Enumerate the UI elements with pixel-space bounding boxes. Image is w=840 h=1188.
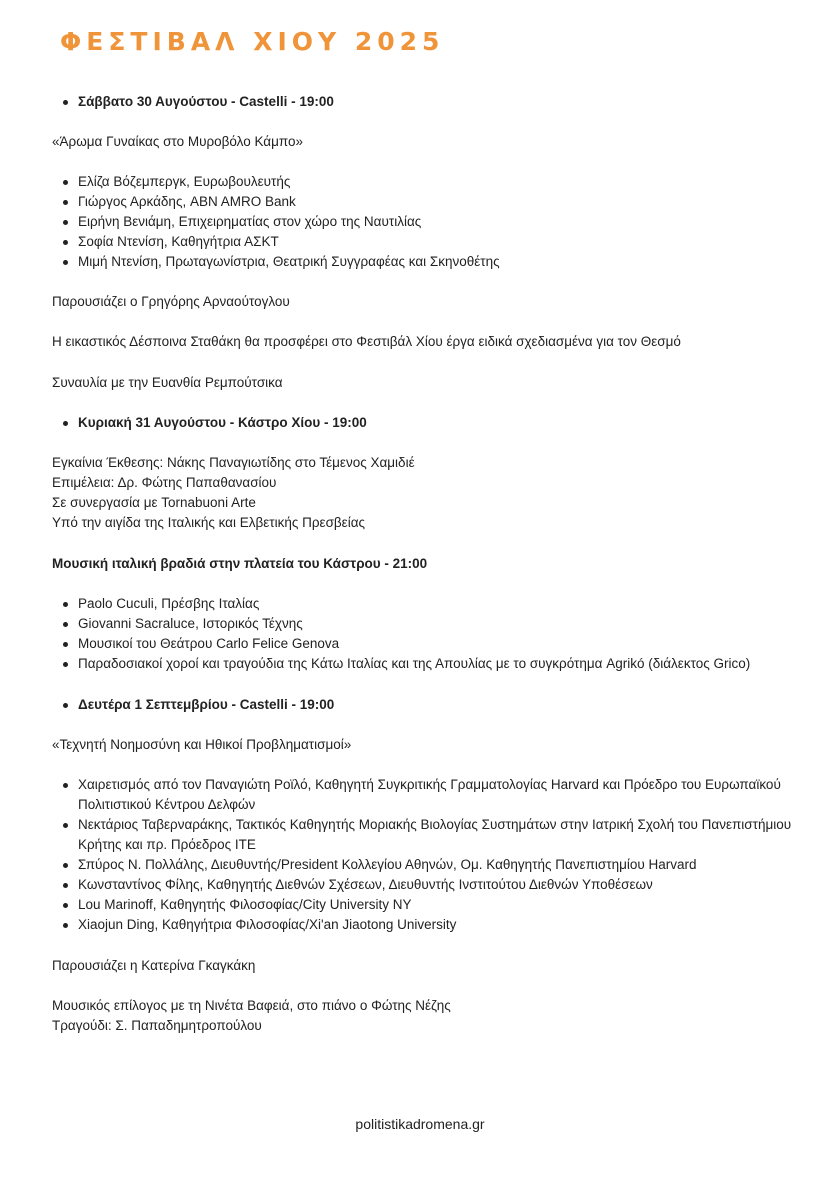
list-item: Giovanni Sacraluce, Ιστορικός Τέχνης [78, 614, 840, 634]
page-title: ΦΕΣΤΙΒΑΛ ΧΙΟΥ 2025 [60, 27, 445, 56]
day1-heading-list [52, 92, 840, 112]
list-item: Γιώργος Αρκάδης, ABN AMRO Bank [78, 192, 840, 212]
day1-speakers-list [52, 172, 840, 272]
day3-speakers-list [52, 775, 798, 935]
day1-presenter: Παρουσιάζει ο Γρηγόρης Αρναούτογλου [52, 294, 290, 309]
list-item: Σοφία Ντενίση, Καθηγήτρια ΑΣΚΤ [78, 232, 840, 252]
day1-event-title: «Άρωμα Γυναίκας στο Μυροβόλο Κάμπο» [52, 134, 304, 149]
day3-event-title: «Τεχνητή Νοημοσύνη και Ηθικοί Προβληματισμοί» [52, 737, 352, 752]
day2-heading-list [52, 413, 840, 433]
day1-concert: Συναυλία με την Ευανθία Ρεμπούτσικα [52, 375, 283, 390]
day3-presenter: Παρουσιάζει η Κατερίνα Γκαγκάκη [52, 958, 256, 973]
day1-artist: Η εικαστικός Δέσποινα Σταθάκη θα προσφέρει στο Φεστιβάλ Χίου έργα ειδικά σχεδιασμένα για τον Θεσμό [52, 334, 681, 349]
list-item: Paolo Cuculi, Πρέσβης Ιταλίας [78, 594, 840, 614]
list-item: Ελίζα Βόζεμπεργκ, Ευρωβουλευτής [78, 172, 840, 192]
list-item: Παραδοσιακοί χοροί και τραγούδια της Κάτω Ιταλίας και της Απουλίας με το συγκρότημα Agrikó (διάλεκτος Grico) [78, 654, 840, 674]
list-item: Σπύρος Ν. Πολλάλης, Διευθυντής/President Κολλεγίου Αθηνών, Ομ. Καθηγητής Πανεπιστημίου Harvard [78, 855, 798, 875]
day2-heading: Κυριακή 31 Αυγούστου - Κάστρο Χίου - 19:00 [78, 413, 840, 433]
list-item: Μουσικοί του Θεάτρου Carlo Felice Genova [78, 634, 840, 654]
day2-evening-list [52, 594, 840, 674]
day2-evening-heading: Μουσική ιταλική βραδιά στην πλατεία του Κάστρου - 21:00 [52, 556, 428, 571]
list-item: Κωνσταντίνος Φίλης, Καθηγητής Διεθνών Σχέσεων, Διευθυντής Ινστιτούτου Διεθνών Υποθέσεων [78, 875, 798, 895]
list-item: Μιμή Ντενίση, Πρωταγωνίστρια, Θεατρική Συγγραφέας και Σκηνοθέτης [78, 252, 840, 272]
day2-exhibition [52, 453, 822, 533]
day3-epilogue [52, 996, 822, 1036]
day1-heading: Σάββατο 30 Αυγούστου - Castelli - 19:00 [78, 92, 840, 112]
list-item: Lou Marinoff, Καθηγητής Φιλοσοφίας/City University NY [78, 895, 798, 915]
exhibition-line: Σε συνεργασία με Tornabuoni Arte [52, 495, 256, 510]
epilogue-line: Μουσικός επίλογος με τη Νινέτα Βαφειά, στο πιάνο ο Φώτης Νέζης [52, 998, 451, 1013]
list-item: Ειρήνη Βενιάμη, Επιχειρηματίας στον χώρο της Ναυτιλίας [78, 212, 840, 232]
exhibition-line: Υπό την αιγίδα της Ιταλικής και Ελβετικής Πρεσβείας [52, 515, 365, 530]
exhibition-line: Επιμέλεια: Δρ. Φώτης Παπαθανασίου [52, 475, 277, 490]
exhibition-line: Εγκαίνια Έκθεσης: Νάκης Παναγιωτίδης στο Τέμενος Χαμιδιέ [52, 455, 415, 470]
list-item: Xiaojun Ding, Καθηγήτρια Φιλοσοφίας/Xi'an Jiaotong University [78, 915, 798, 935]
list-item: Νεκτάριος Ταβερναράκης, Τακτικός Καθηγητής Μοριακής Βιολογίας Συστημάτων στην Ιατρική Σχολή του Πανεπιστήμιου Κρήτης και πρ. Πρόεδρος ΙΤΕ [78, 815, 798, 855]
day3-heading-list [52, 695, 840, 715]
list-item: Χαιρετισμός από τον Παναγιώτη Ροϊλό, Καθηγητή Συγκριτικής Γραμματολογίας Harvard και Πρόεδρο του Ευρωπαϊκού Πολιτιστικού Κέντρου Δελφών [78, 775, 798, 815]
epilogue-line: Τραγούδι: Σ. Παπαδημητροπούλου [52, 1018, 262, 1033]
footer-url: politistikadromena.gr [355, 1116, 485, 1132]
day3-heading: Δευτέρα 1 Σεπτεμβρίου - Castelli - 19:00 [78, 695, 840, 715]
